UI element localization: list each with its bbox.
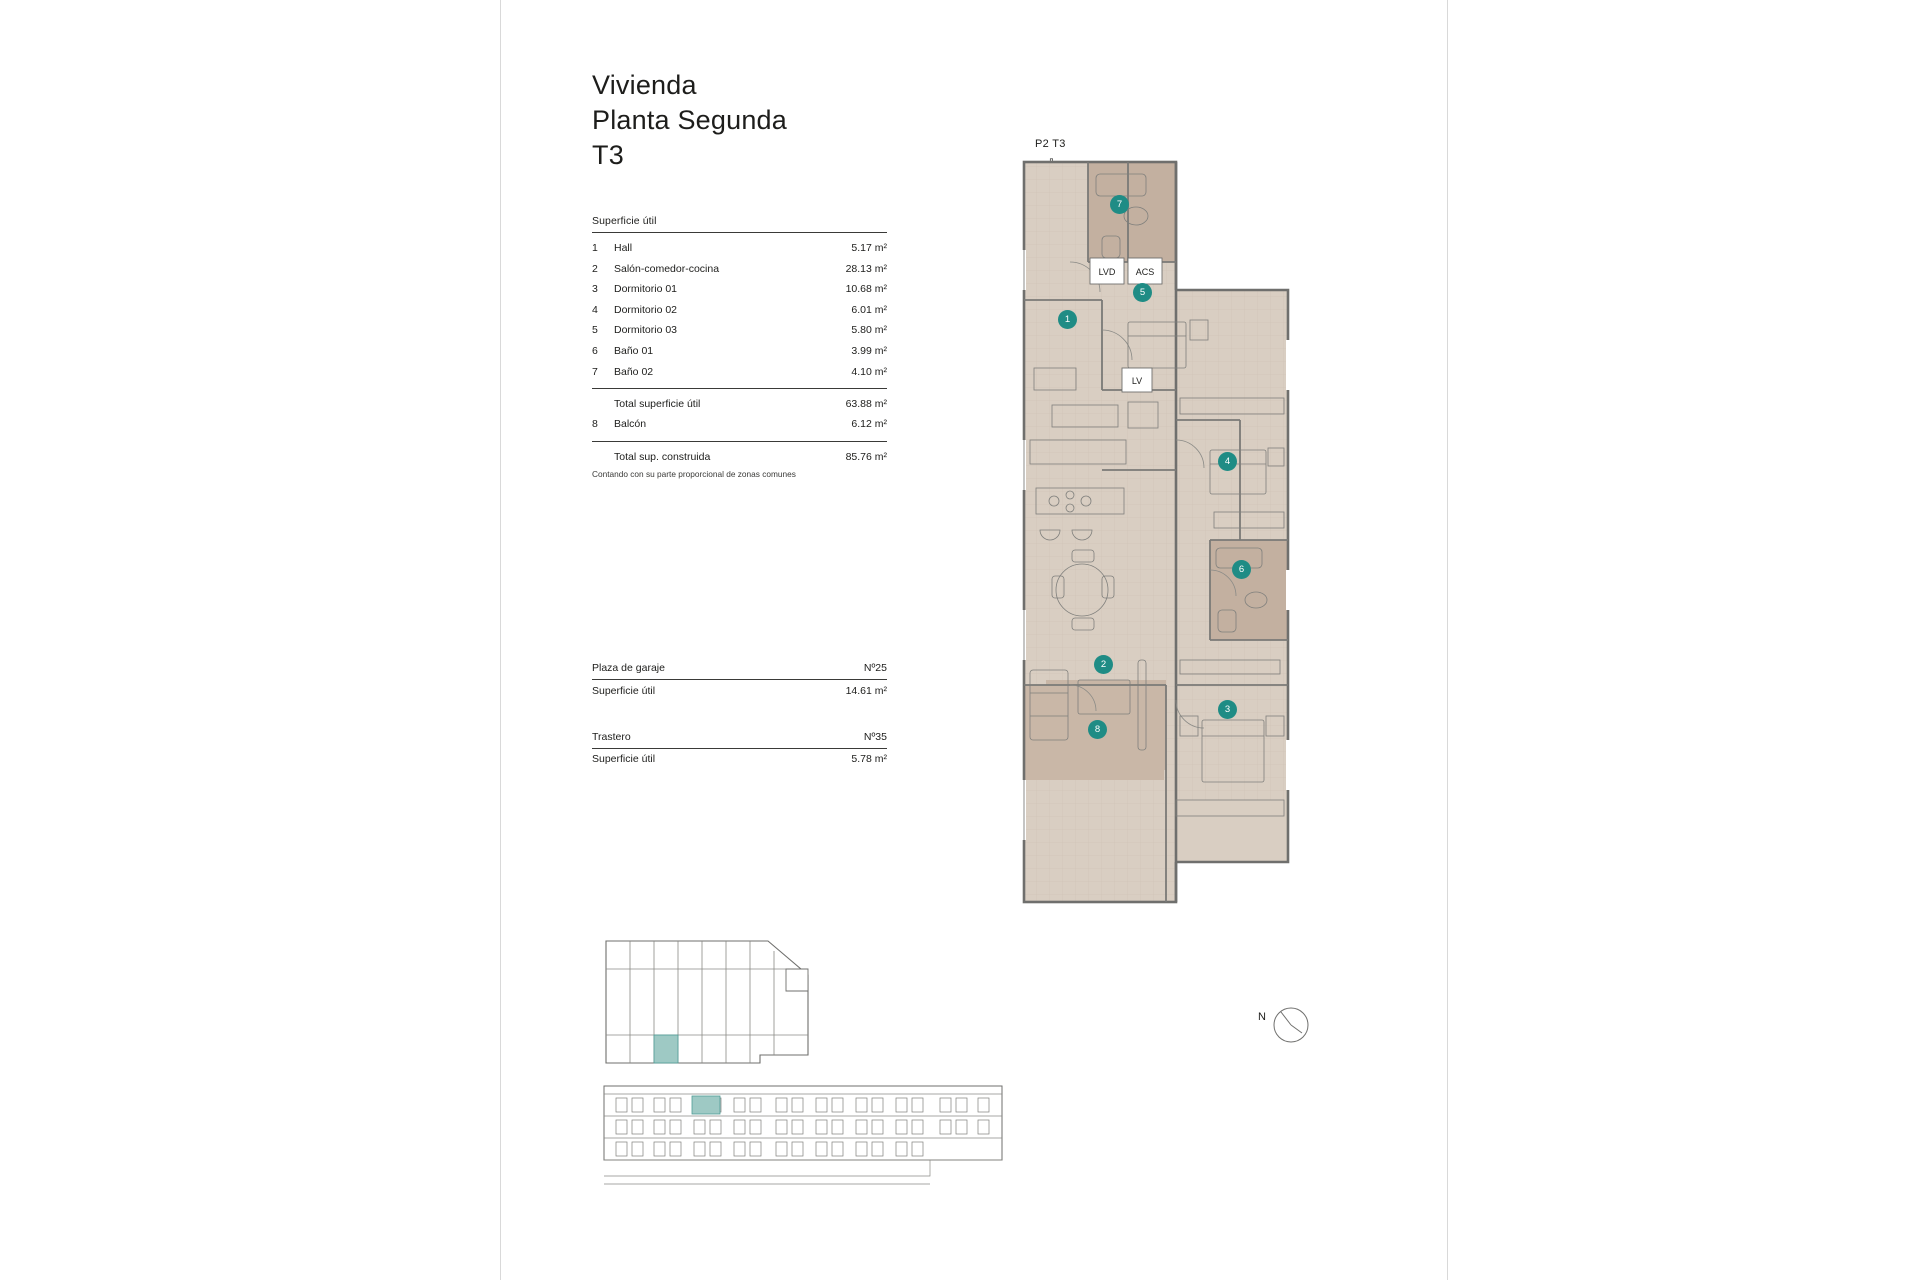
storage-area-value: 5.78 m² <box>851 753 887 766</box>
elevation-highlight <box>692 1096 720 1114</box>
room-number: 4 <box>592 303 598 316</box>
storage-area-row <box>592 749 887 770</box>
compass-rose <box>1258 1000 1318 1050</box>
table-row <box>592 299 887 320</box>
room-label: Salón-comedor-cocina <box>614 262 720 275</box>
compass-icon <box>1258 1000 1318 1050</box>
room-label: Baño 01 <box>614 344 654 357</box>
table-row <box>592 258 887 279</box>
storage-value: Nº35 <box>863 730 887 743</box>
table-row <box>592 233 887 258</box>
surface-table <box>592 215 887 479</box>
room-badge-6: 6 <box>1232 560 1251 579</box>
total-util-row <box>592 389 887 414</box>
room-number: 7 <box>592 365 598 378</box>
svg-text:LVD: LVD <box>1098 267 1116 277</box>
room-badge-2: 2 <box>1094 655 1113 674</box>
room-label: Dormitorio 01 <box>614 283 678 296</box>
garage-row <box>592 658 887 679</box>
balcony-row <box>592 414 887 435</box>
storage-row <box>592 701 887 748</box>
garage-label: Plaza de garaje <box>592 662 665 675</box>
room-number: 6 <box>592 344 598 357</box>
table-row <box>592 320 887 341</box>
garage-area-row <box>592 680 887 701</box>
room-area: 4.10 m² <box>851 365 887 378</box>
total-util-value: 63.88 m² <box>845 397 887 410</box>
storage-area-label: Superficie útil <box>592 753 656 766</box>
room-label: Hall <box>614 242 633 254</box>
storage-label: Trastero <box>592 730 631 743</box>
garage-area-label: Superficie útil <box>592 684 656 697</box>
room-label: Dormitorio 02 <box>614 303 678 316</box>
key-plan <box>600 935 840 1070</box>
page-title <box>592 68 787 173</box>
total-construida-label: Total sup. construida <box>614 450 711 463</box>
room-badge-5: 5 <box>1133 283 1152 302</box>
room-area: 28.13 m² <box>845 262 887 275</box>
key-plan-highlight <box>654 1035 678 1063</box>
room-number: 8 <box>592 418 598 431</box>
room-area: 6.01 m² <box>851 303 887 316</box>
total-construida-value: 85.76 m² <box>845 450 887 463</box>
title-line-2: Planta Segunda <box>592 105 787 135</box>
room-area: 6.12 m² <box>851 418 887 431</box>
title-line-1: Vivienda <box>592 70 697 100</box>
svg-text:ACS: ACS <box>1135 267 1155 277</box>
garage-area-value: 14.61 m² <box>845 684 887 697</box>
sheet-border-right <box>1447 0 1448 1280</box>
room-area: 5.17 m² <box>851 242 887 254</box>
title-line-3: T3 <box>592 140 624 170</box>
room-badge-7: 7 <box>1110 195 1129 214</box>
building-elevation <box>600 1080 1010 1190</box>
svg-text:LV: LV <box>1131 376 1143 386</box>
floor-plan-drawing <box>1010 140 1370 960</box>
room-badge-4: 4 <box>1218 452 1237 471</box>
garage-value: Nº25 <box>863 662 887 675</box>
table-row <box>592 279 887 300</box>
room-label: Dormitorio 03 <box>614 324 678 337</box>
table-row <box>592 361 887 382</box>
room-badge-3: 3 <box>1218 700 1237 719</box>
room-number: 5 <box>592 324 598 337</box>
compass-north-label: N <box>1258 1011 1266 1023</box>
room-number: 2 <box>592 262 598 275</box>
room-number: 3 <box>592 283 598 296</box>
extras-table <box>592 658 887 769</box>
room-label: Balcón <box>614 418 647 431</box>
table-row <box>592 341 887 362</box>
room-area: 10.68 m² <box>845 283 887 296</box>
total-util-label: Total superficie útil <box>614 397 701 410</box>
sheet-border-left <box>500 0 501 1280</box>
room-number: 1 <box>592 242 598 254</box>
total-construida-row <box>592 442 887 467</box>
plan-tag: P2 T3 <box>1035 138 1066 150</box>
room-area: 5.80 m² <box>851 324 887 337</box>
common-areas-note: Contando con su parte proporcional de zonas comunes <box>592 469 796 480</box>
surface-table-header: Superficie útil <box>592 215 887 233</box>
room-badge-1: 1 <box>1058 310 1077 329</box>
room-area: 3.99 m² <box>851 344 887 357</box>
room-badge-8: 8 <box>1088 720 1107 739</box>
room-label: Baño 02 <box>614 365 654 378</box>
